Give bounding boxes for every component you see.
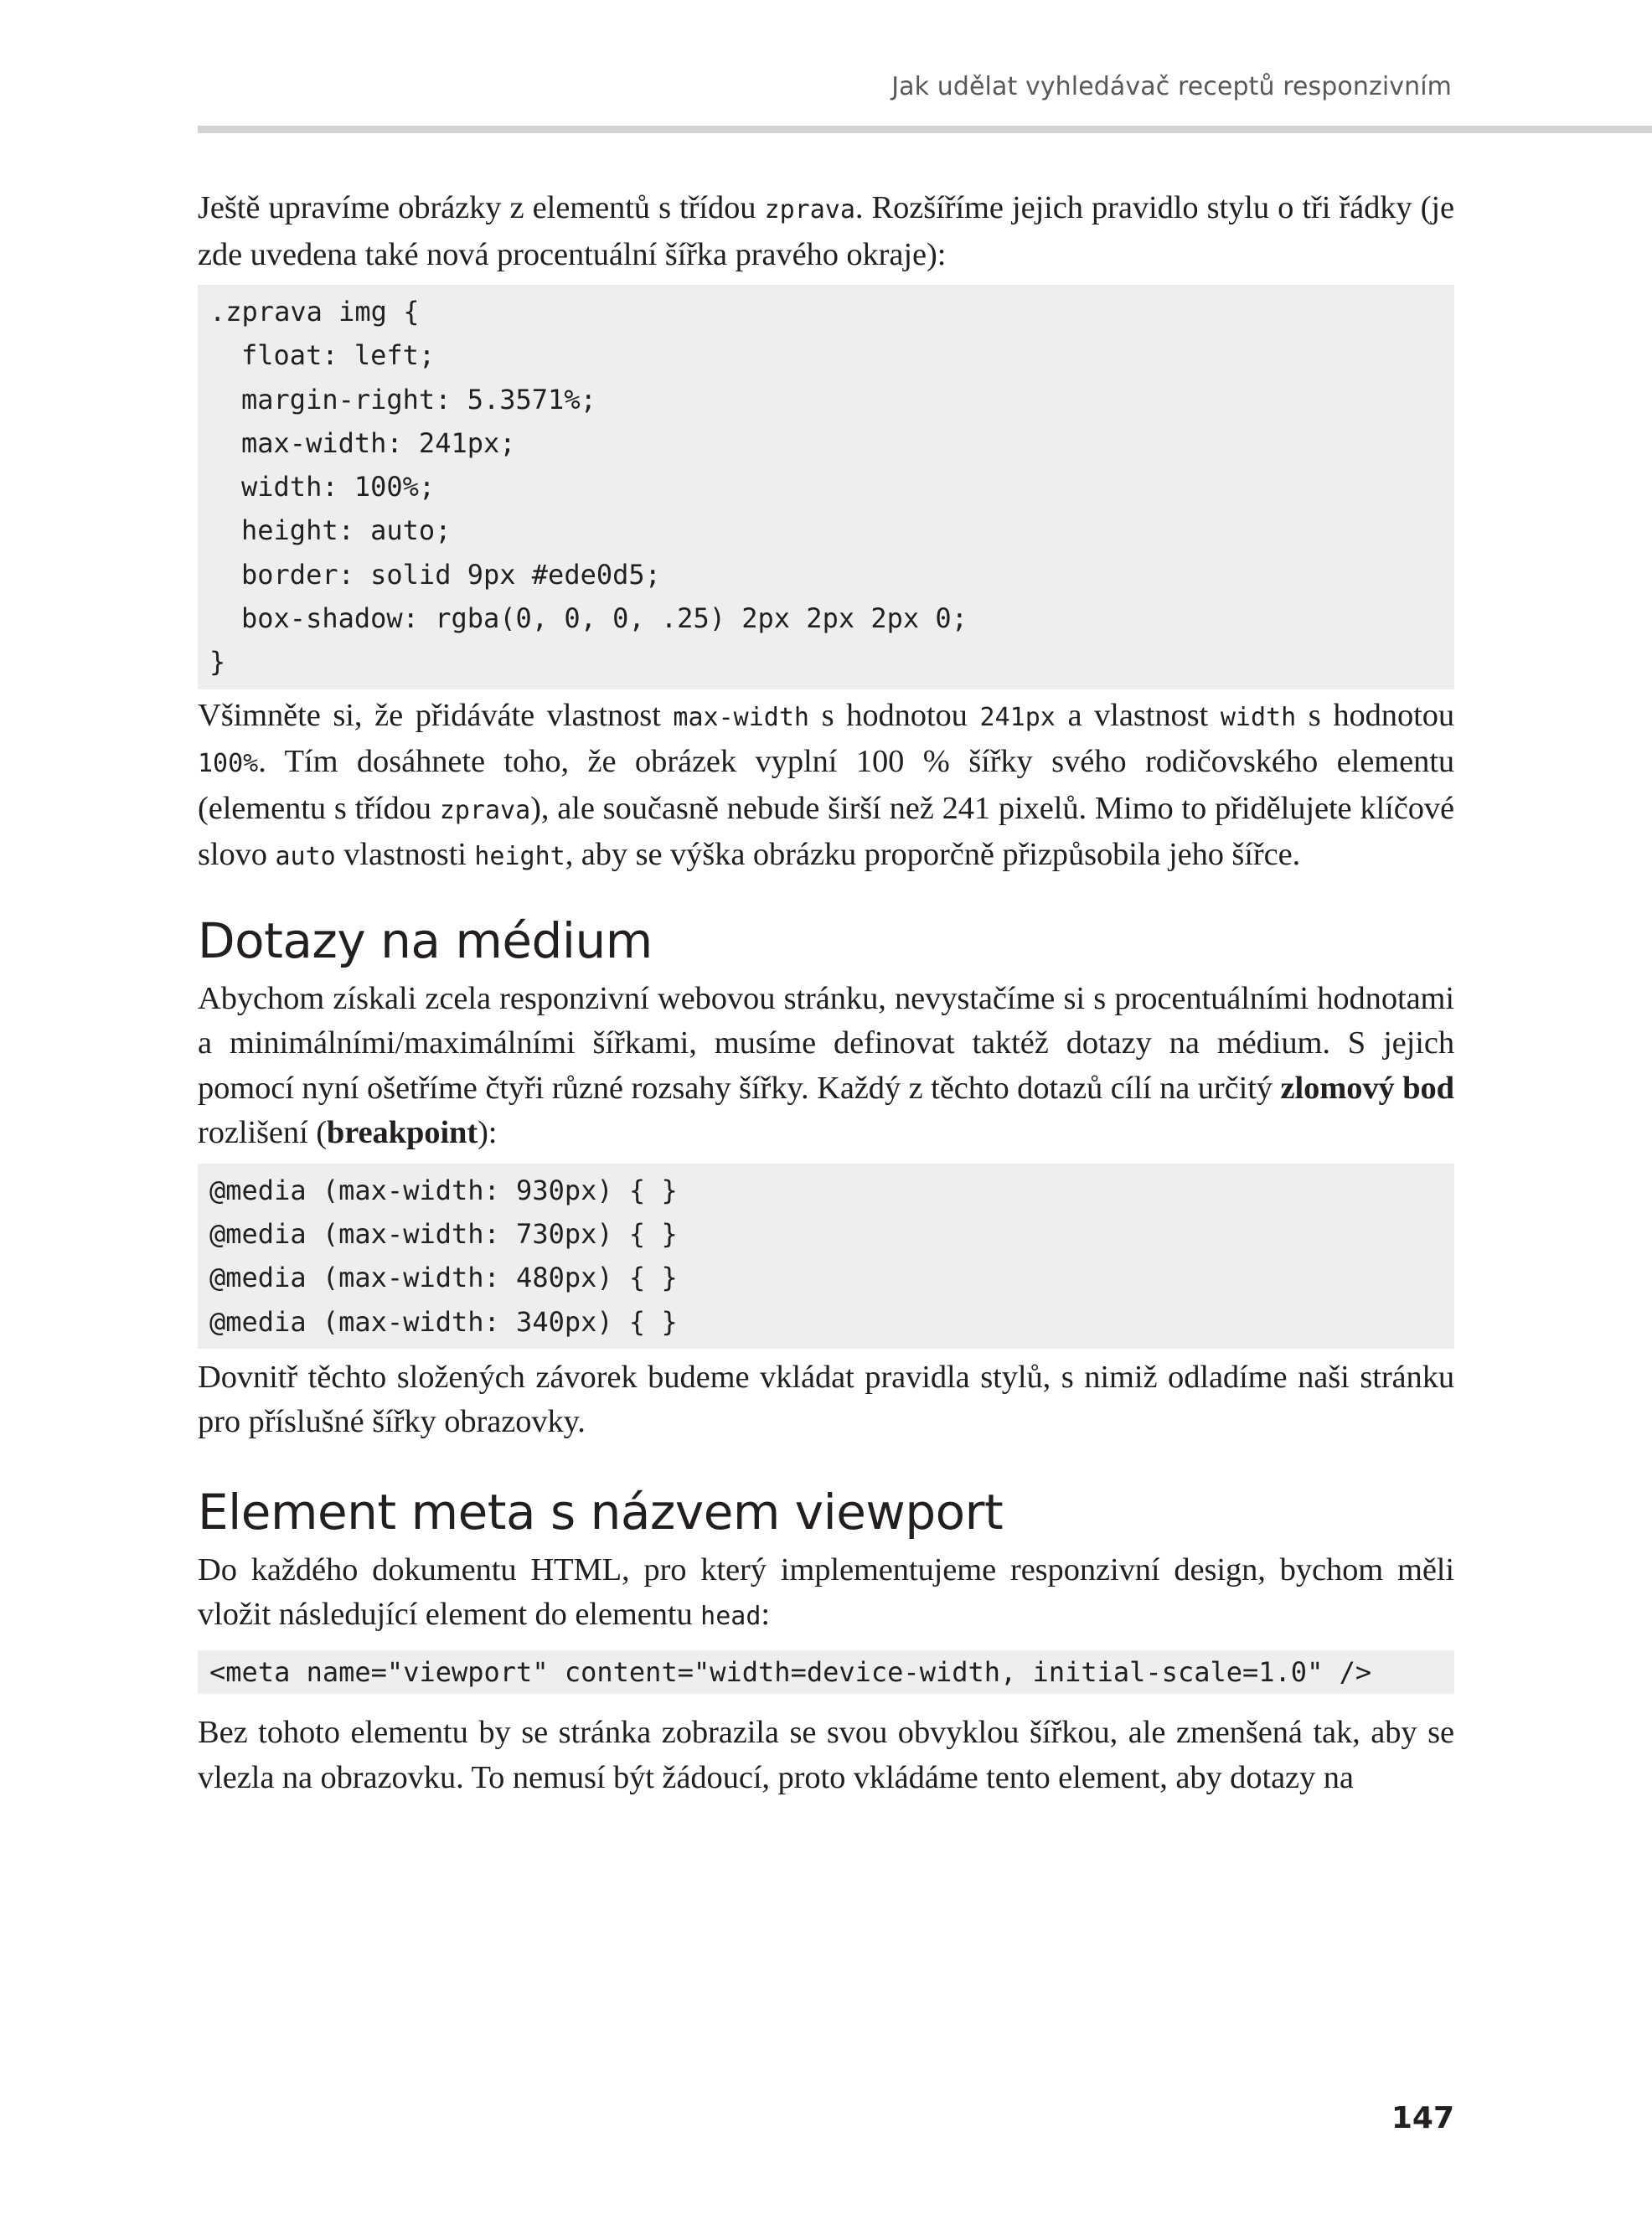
code-line: @media (max-width: 730px) { } — [209, 1217, 678, 1250]
inline-code: zprava — [764, 195, 855, 225]
running-header: Jak udělat vyhledávač receptů responzivním — [891, 72, 1452, 101]
paragraph-viewport — [198, 1548, 1454, 1639]
text: a vlastnost — [1055, 697, 1221, 733]
inline-code: auto — [275, 842, 336, 872]
code-line: <meta name="viewport" content="width=device-width, initial-scale=1.0" /> — [209, 1655, 1372, 1688]
inline-code: 241px — [979, 702, 1056, 732]
text: s hodnotou — [808, 697, 980, 733]
inline-code: width — [1220, 702, 1297, 732]
header-rule — [198, 126, 1652, 133]
text: Ještě upravíme obrázky z elementů s třídou — [198, 190, 765, 225]
text: ): — [478, 1115, 498, 1151]
inline-code: height — [474, 842, 565, 872]
paragraph-intro — [198, 186, 1454, 277]
paragraph-braces: Dovnitř těchto složených závorek budeme vkládat pravidla stylů, s nimiž odladíme naši stránku pro příslušné šířky obrazovky. — [198, 1359, 1454, 1440]
code-line: } — [209, 646, 226, 679]
section-heading-viewport: Element meta s názvem viewport — [198, 1483, 1004, 1541]
text: Do každého dokumentu HTML, pro který implementujeme responzivní design, bychom měli vložit následující element do elementu — [198, 1551, 1454, 1633]
text: Všimněte si, že přidáváte vlastnost — [198, 697, 674, 733]
paragraph-explanation — [198, 694, 1454, 880]
code-line: margin-right: 5.3571%; — [241, 383, 596, 416]
code-block-media-queries — [198, 1164, 1454, 1349]
section-heading-media-queries: Dotazy na médium — [198, 911, 653, 969]
bold-term: zlomový bod — [1280, 1070, 1454, 1106]
code-line: @media (max-width: 340px) { } — [209, 1305, 678, 1338]
text: rozlišení ( — [198, 1115, 327, 1151]
inline-code: head — [700, 1602, 761, 1632]
inline-code: 100% — [198, 749, 259, 779]
page-content — [198, 186, 1454, 1800]
text: s hodnotou — [1296, 697, 1455, 733]
code-line: border: solid 9px #ede0d5; — [241, 558, 661, 591]
code-line: box-shadow: rgba(0, 0, 0, .25) 2px 2px 2px 0; — [241, 602, 968, 635]
text: . Rozšíříme jejich pravidlo stylu o tři řádky (je zde uvedena také nová procentuální šířka pravého okraje): — [198, 190, 1454, 272]
text: vlastnosti — [335, 837, 475, 873]
bold-term: breakpoint — [326, 1115, 478, 1151]
code-block-meta-viewport — [198, 1650, 1454, 1694]
text: Abychom získali zcela responzivní webovou stránku, nevystačíme si s procentuálními hodnotami a minimálními/maximálními šířkami, musíme definovat taktéž dotazy na médium. S jejich pomocí nyní ošetříme čtyři různé rozsahy šířky. Každý z těchto dotazů cílí na určitý — [198, 980, 1454, 1106]
page-number: 147 — [1391, 2101, 1454, 2135]
code-line: @media (max-width: 930px) { } — [209, 1174, 678, 1206]
code-line: max-width: 241px; — [241, 426, 516, 459]
code-line: width: 100%; — [241, 471, 436, 503]
text: , aby se výška obrázku proporčně přizpůsobila jeho šířce. — [565, 837, 1301, 873]
code-block-zprava-img — [198, 285, 1454, 689]
code-line: @media (max-width: 480px) { } — [209, 1262, 678, 1294]
text: ), ale současně nebude širší než 241 pixelů. Mimo to přidělujete klíčové slovo — [198, 790, 1454, 873]
paragraph-media-queries — [198, 977, 1454, 1156]
inline-code: zprava — [439, 795, 531, 825]
paragraph-viewport-explanation: Bez tohoto elementu by se stránka zobrazila se svou obvyklou šířkou, ale zmenšená tak, aby se vlezla na obrazovku. To nemusí být žádoucí, proto vkládáme tento element, aby dotazy na — [198, 1715, 1454, 1795]
inline-code: max-width — [673, 702, 809, 732]
text: : — [761, 1597, 771, 1633]
text: . Tím dosáhnete toho, že obrázek vyplní 100 % šířky svého rodičovského elementu (elementu s třídou — [198, 744, 1454, 826]
code-line: .zprava img { — [209, 296, 420, 328]
code-line: height: auto; — [241, 514, 452, 547]
code-line: float: left; — [241, 339, 436, 372]
